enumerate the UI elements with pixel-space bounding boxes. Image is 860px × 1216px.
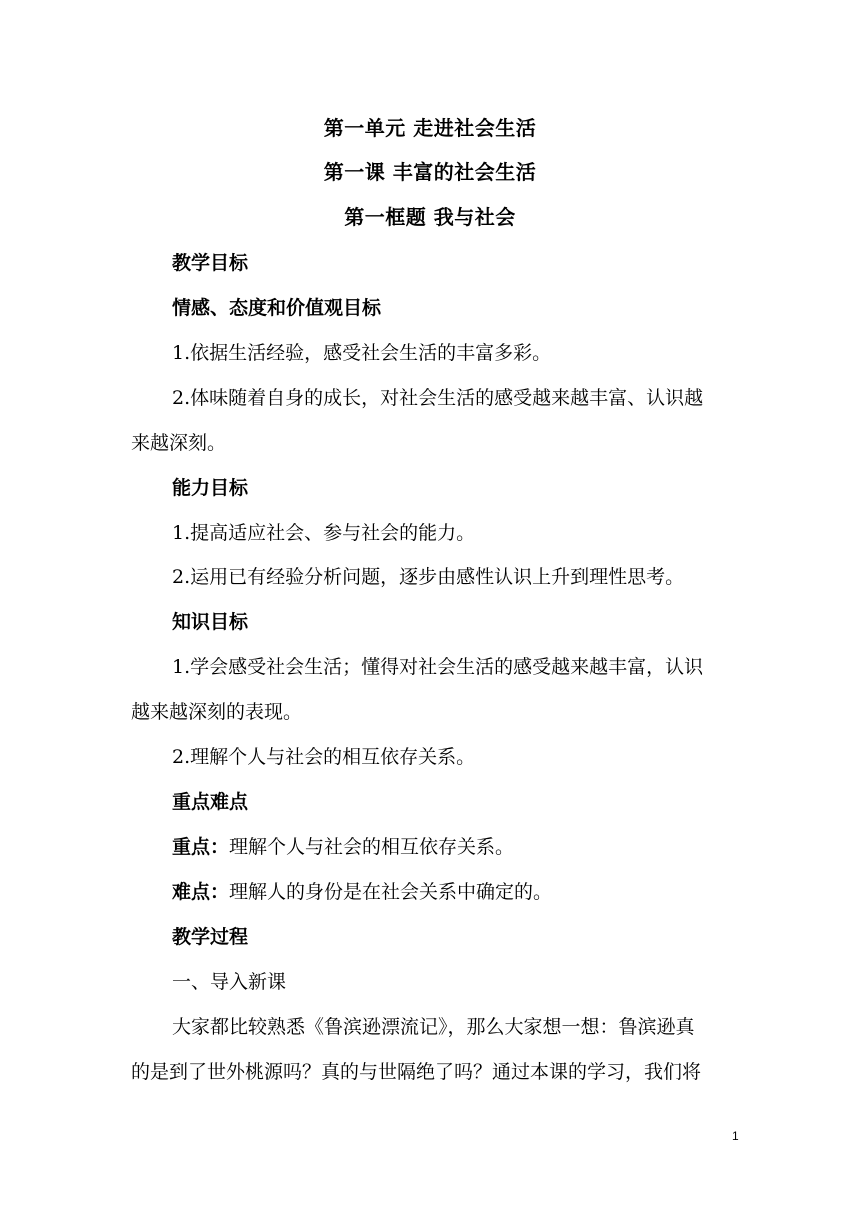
ability-item-1: 1.提高适应社会、参与社会的能力。 [172, 522, 476, 544]
knowledge-item-2: 2.理解个人与社会的相互依存关系。 [172, 746, 476, 768]
knowledge-item-1-line-2: 越来越深刻的表现。 [131, 701, 303, 723]
section-title: 第一框题 我与社会 [344, 205, 516, 229]
heading-process: 教学过程 [172, 926, 249, 948]
lesson-title: 第一课 丰富的社会生活 [323, 160, 537, 184]
knowledge-item-1-line-1: 1.学会感受社会生活；懂得对社会生活的感受越来越丰富，认识 [172, 656, 704, 678]
intro-line-1: 大家都比较熟悉《鲁滨逊漂流记》，那么大家想一想：鲁滨逊真 [172, 1016, 695, 1038]
unit-title: 第一单元 走进社会生活 [323, 116, 537, 140]
difficult-point-text: 理解人的身份是在社会关系中确定的。 [229, 881, 553, 903]
key-point-text: 理解个人与社会的相互依存关系。 [229, 836, 515, 858]
difficult-point-label: 难点： [172, 881, 230, 903]
process-step-1: 一、导入新课 [172, 971, 287, 993]
emotion-item-1: 1.依据生活经验，感受社会生活的丰富多彩。 [172, 342, 552, 364]
key-point [131, 833, 772, 861]
heading-key-difficult: 重点难点 [172, 791, 249, 813]
heading-knowledge-goals: 知识目标 [172, 611, 249, 633]
heading-objectives: 教学目标 [172, 252, 249, 274]
page-number: 1 [732, 1129, 739, 1143]
key-point-label: 重点： [172, 836, 230, 858]
difficult-point [131, 878, 772, 906]
emotion-item-2-line-2: 来越深刻。 [131, 432, 227, 454]
heading-ability-goals: 能力目标 [172, 477, 249, 499]
ability-item-2: 2.运用已有经验分析问题，逐步由感性认识上升到理性思考。 [172, 566, 685, 588]
emotion-item-2-line-1: 2.体味随着自身的成长，对社会生活的感受越来越丰富、认识越 [172, 387, 704, 409]
heading-emotion-goals: 情感、态度和价值观目标 [172, 297, 382, 319]
intro-line-2: 的是到了世外桃源吗？真的与世隔绝了吗？通过本课的学习，我们将 [131, 1061, 702, 1083]
